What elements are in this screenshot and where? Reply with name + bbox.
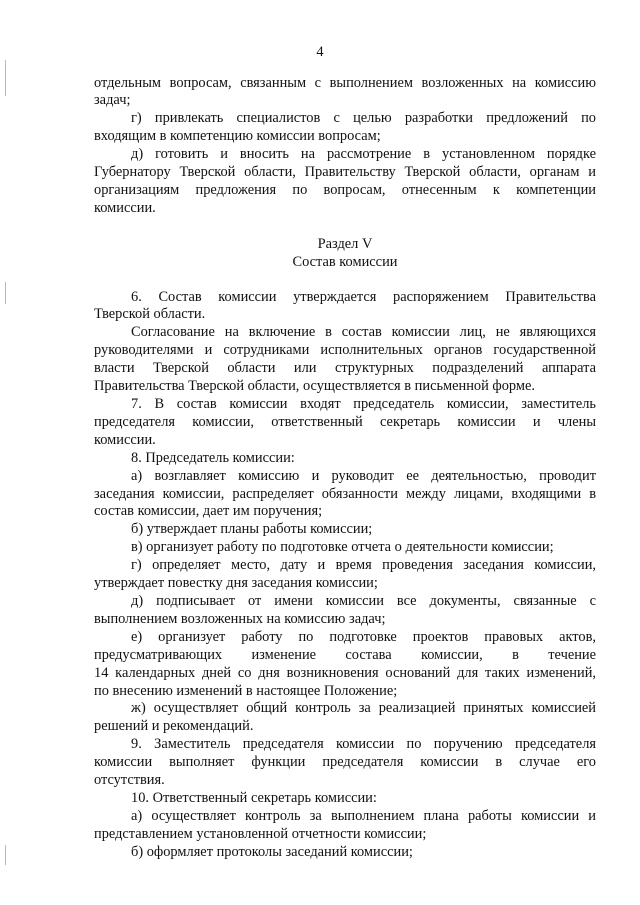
spacer [94, 218, 596, 236]
text-line: решений и рекомендаций. [94, 718, 254, 735]
text-line: г) привлекать специалистов с целью разработки предложений по [131, 110, 596, 127]
text-line: ж) осуществляет общий контроль за реализацией принятых комиссией [131, 700, 596, 717]
text-line: заседания комиссии, распределяет обязанности между лицами, входящими в [94, 485, 596, 502]
text-line: а) возглавляет комиссию и руководит ее деятельностью, проводит [131, 467, 596, 484]
text-line: д) подписывает от имени комиссии все документы, связанные с [131, 592, 596, 609]
text-line: комиссии. [94, 431, 156, 448]
scan-edge-marks [5, 0, 7, 905]
text-line: д) готовить и вносить на рассмотрение в установленном порядке [131, 146, 596, 163]
text-line: председателя комиссии, ответственный секретарь комиссии и члены [94, 413, 596, 430]
text-line: представлением установленной отчетности комиссии; [94, 825, 427, 842]
text-line: а) осуществляет контроль за выполнением плана работы комиссии и [131, 807, 596, 824]
text-line: 8. Председатель комиссии: [131, 449, 295, 466]
text-line: Тверской области. [94, 306, 206, 323]
text-line: 9. Заместитель председателя комиссии по поручению председателя [131, 736, 596, 753]
text-line: комиссии. [94, 199, 156, 216]
text-line: руководителями и сотрудниками исполнительных органов государственной [94, 342, 596, 359]
document-body [94, 75, 596, 862]
section-heading: Раздел V [317, 235, 373, 252]
spacer [94, 272, 596, 289]
text-line: Правительства Тверской области, осуществляется в письменной форме. [94, 378, 536, 395]
text-line: состав комиссии, дает им поручения; [94, 503, 323, 520]
text-line: отсутствия. [94, 772, 165, 789]
text-line: Губернатору Тверской области, Правительству Тверской области, органам и [94, 164, 596, 181]
text-line: отдельным вопросам, связанным с выполнением возложенных на комиссию [94, 74, 596, 91]
text-line: Согласование на включение в состав комиссии лиц, не являющихся [131, 324, 596, 341]
text-line: 7. В состав комиссии входят председатель комиссии, заместитель [131, 396, 596, 412]
text-line: предусматривающих изменение состава комиссии, в течение [94, 646, 596, 663]
text-line: входящим в компетенцию комиссии вопросам; [94, 128, 381, 145]
scan-edge-mark [5, 60, 6, 96]
text-line: утверждает повестку дня заседания комиссии; [94, 575, 378, 592]
text-line: выполнением возложенных на комиссию задач; [94, 610, 386, 627]
text-line: комиссии выполняет функции председателя комиссии в случае его [94, 754, 596, 771]
text-line: б) оформляет протоколы заседаний комиссии; [131, 843, 413, 860]
text-line: в) организует работу по подготовке отчета о деятельности комиссии; [131, 539, 554, 556]
scan-edge-mark [5, 282, 6, 304]
text-line: е) организует работу по подготовке проектов правовых актов, [131, 628, 596, 645]
section-subheading: Состав комиссии [292, 253, 398, 270]
text-line: 6. Состав комиссии утверждается распоряжением Правительства [131, 288, 596, 305]
text-line: власти Тверской области или структурных подразделений аппарата [94, 360, 596, 377]
text-line: б) утверждает планы работы комиссии; [131, 521, 373, 538]
scan-edge-mark [5, 845, 6, 865]
page-number: 4 [316, 44, 324, 60]
text-line: задач; [94, 92, 131, 109]
text-line: по внесению изменений в настоящее Положение; [94, 682, 398, 699]
text-line: 14 календарных дней со дня возникновения оснований для таких изменений, [94, 664, 596, 681]
text-line: г) определяет место, дату и время проведения заседания комиссии, [131, 557, 596, 574]
text-line: 10. Ответственный секретарь комиссии: [131, 789, 377, 806]
text-line: организациям предложения по вопросам, отнесенным к компетенции [94, 181, 596, 198]
